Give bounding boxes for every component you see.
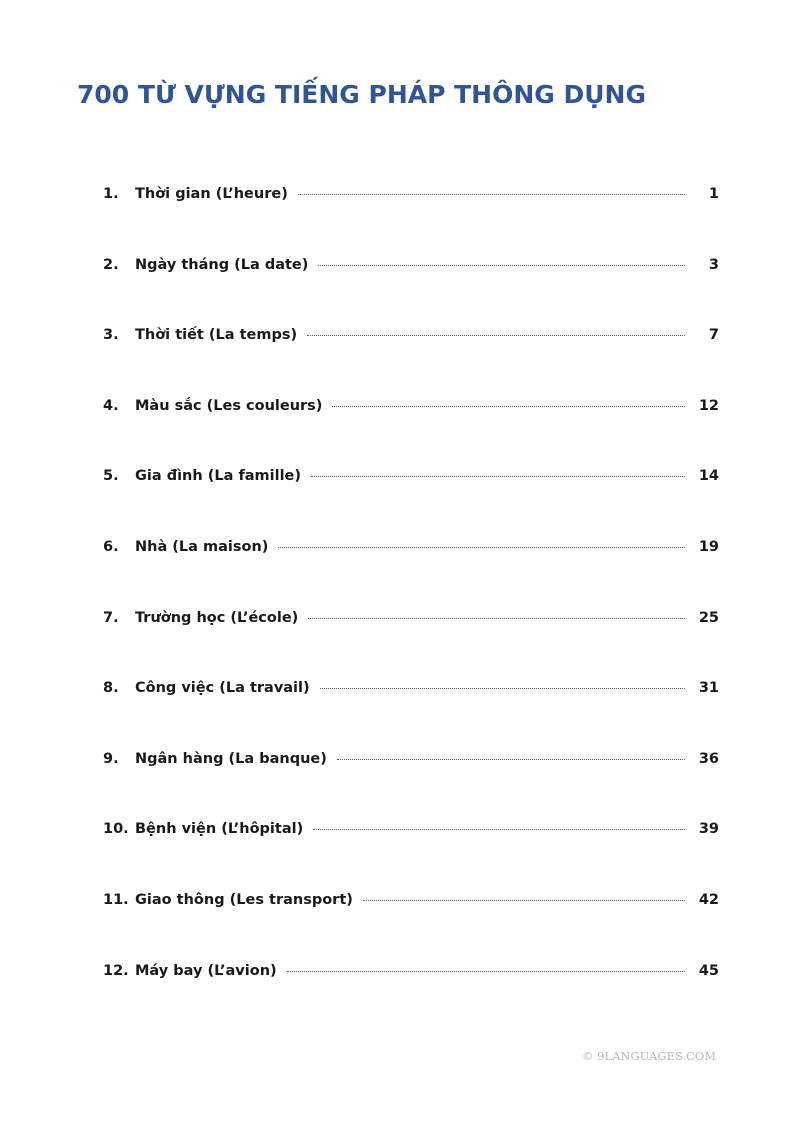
toc-entry-label: Thời gian (L’heure) — [135, 186, 288, 202]
toc-entry-label: Gia đình (La famille) — [135, 468, 302, 485]
toc-entry-page: 45 — [698, 962, 719, 979]
toc-entry-label: Màu sắc (Les couleurs) — [135, 397, 323, 414]
toc-entry-number: 10. — [103, 821, 129, 838]
dot-leader — [313, 829, 685, 830]
toc-entry-label: Máy bay (L’avion) — [135, 962, 277, 979]
dot-leader — [307, 335, 685, 336]
toc-entry-page: 7 — [708, 327, 719, 344]
dot-leader — [337, 759, 685, 760]
dot-leader — [363, 900, 685, 901]
toc-entry-label: Ngân hàng (La banque) — [135, 750, 327, 767]
toc-entry-number: 2. — [103, 256, 119, 273]
toc-entry[interactable] — [103, 398, 719, 469]
toc-entry-page: 1 — [708, 186, 719, 202]
toc-entry[interactable] — [103, 610, 719, 681]
dot-leader — [278, 547, 685, 548]
toc-entry-label: Ngày tháng (La date) — [135, 256, 309, 273]
toc-entry[interactable] — [103, 539, 719, 610]
toc-entry-page: 31 — [698, 680, 719, 697]
dot-leader — [320, 688, 685, 689]
toc-entry-page: 12 — [698, 397, 719, 414]
toc-entry[interactable] — [103, 751, 719, 822]
toc-entry-label: Trường học (L’école) — [135, 609, 299, 626]
toc-entry-label: Bệnh viện (L’hôpital) — [135, 821, 304, 838]
dot-leader — [308, 618, 685, 619]
toc-entry-number: 3. — [103, 327, 119, 344]
toc-entry-page: 42 — [698, 891, 719, 908]
toc-entry[interactable] — [103, 821, 719, 892]
toc-entry-label: Thời tiết (La temps) — [135, 327, 298, 344]
dot-leader — [287, 971, 685, 972]
toc-entry[interactable] — [103, 186, 719, 257]
toc-entry-label: Công việc (La travail) — [135, 680, 310, 697]
toc-entry[interactable] — [103, 257, 719, 328]
toc-entry-label: Nhà (La maison) — [135, 538, 269, 555]
toc-entry-number: 1. — [103, 186, 119, 202]
toc-entry-label: Giao thông (Les transport) — [135, 891, 353, 908]
toc-entry-page: 39 — [698, 821, 719, 838]
dot-leader — [318, 265, 685, 266]
dot-leader — [311, 476, 685, 477]
dot-leader — [298, 194, 685, 195]
toc-entry[interactable] — [103, 892, 719, 963]
toc-entry-page: 3 — [708, 256, 719, 273]
toc-entry-number: 7. — [103, 609, 119, 626]
copyright-watermark: © 9LANGUAGES.COM — [581, 1049, 716, 1063]
toc-entry-number: 9. — [103, 750, 119, 767]
toc-entry-number: 4. — [103, 397, 119, 414]
toc-entry-number: 6. — [103, 538, 119, 555]
toc-entry-page: 36 — [698, 750, 719, 767]
toc-entry-number: 8. — [103, 680, 119, 697]
toc-entry-number: 12. — [103, 962, 129, 979]
dot-leader — [332, 406, 685, 407]
toc-entry[interactable] — [103, 468, 719, 539]
toc-entry[interactable] — [103, 963, 719, 1034]
toc-entry[interactable] — [103, 327, 719, 398]
table-of-contents — [103, 186, 719, 1033]
page-title: 700 TỪ VỰNG TIẾNG PHÁP THÔNG DỤNG — [77, 80, 646, 109]
toc-entry-page: 19 — [698, 538, 719, 555]
toc-entry-page: 25 — [698, 609, 719, 626]
toc-entry-page: 14 — [698, 468, 719, 485]
toc-entry-number: 5. — [103, 468, 119, 485]
toc-entry[interactable] — [103, 680, 719, 751]
toc-entry-number: 11. — [103, 891, 129, 908]
